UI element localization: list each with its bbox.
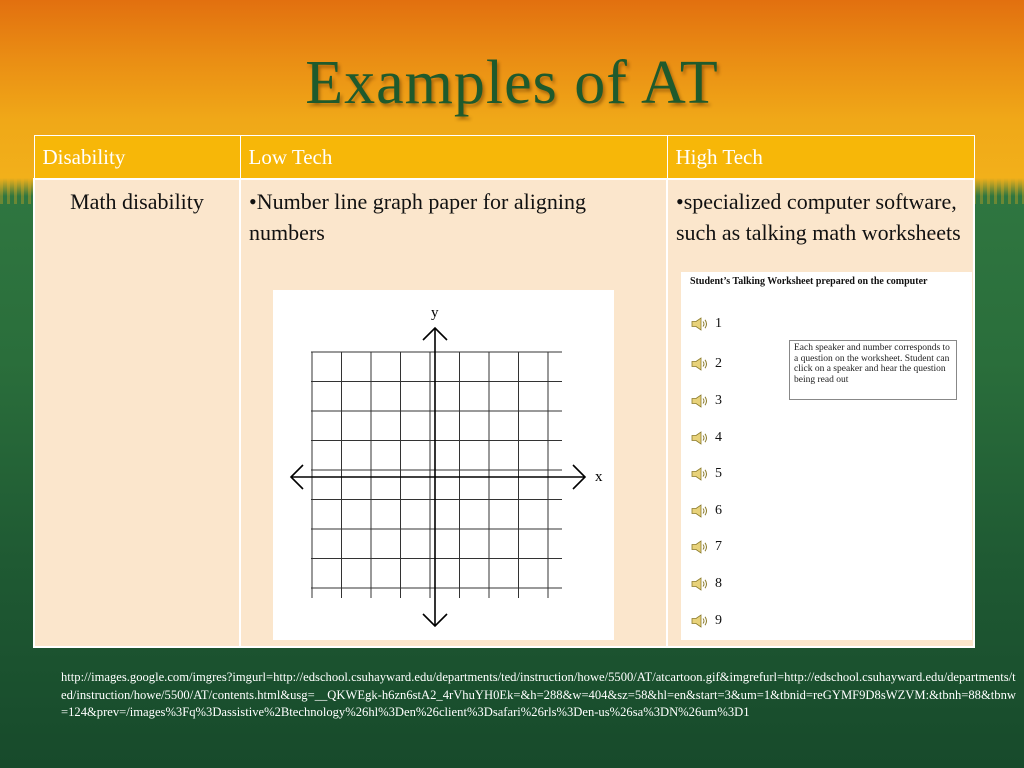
- slide-title: Examples of AT: [305, 49, 719, 117]
- cell-low-tech: •Number line graph paper for aligning numbers: [240, 179, 667, 647]
- source-url[interactable]: http://images.google.com/imgres?imgurl=http://edschool.csuhayward.edu/departments/ted/instruction/howe/5500/AT/atcartoon.gif&imgrefurl=http://edschool.csuhayward.edu/departments/ted/instruction/howe/5500/AT/contents.html&usg=__QKWEgk-h6zn6stA2_4rVhuYH0Ek=&h=288&w=404&sz=58&hl=en&start=3&um=1&tbnid=reGYMF9D8sWZVM:&tbnh=88&tbnw=124&prev=/images%3Fq%3Dassistive%2Btechnology%26hl%3Den%26client%3Dsafari%26rls%3Den-us%26sa%3DN%26um%3D1: [61, 670, 1016, 719]
- x-axis-label: x: [595, 469, 603, 485]
- worksheet-item[interactable]: [691, 354, 722, 374]
- worksheet-item[interactable]: [691, 574, 722, 594]
- worksheet-item-number: 5: [715, 466, 722, 481]
- worksheet-item-number: 7: [715, 539, 722, 554]
- y-axis-label: y: [431, 305, 439, 321]
- worksheet-item[interactable]: [691, 314, 722, 334]
- worksheet-item-number: 1: [715, 316, 722, 331]
- worksheet-item-number: 4: [715, 430, 722, 445]
- worksheet-item-number: 9: [715, 613, 722, 628]
- worksheet-item[interactable]: [691, 611, 722, 631]
- header-low-tech: Low Tech: [240, 136, 667, 180]
- worksheet-item[interactable]: [691, 501, 722, 521]
- header-disability: Disability: [34, 136, 240, 180]
- cell-high-tech: •specialized computer software, such as talking math worksheets: [667, 179, 974, 647]
- speaker-icon[interactable]: [691, 504, 709, 518]
- worksheet-title: Student’s Talking Worksheet prepared on the computer: [690, 276, 928, 287]
- worksheet-item[interactable]: [691, 391, 722, 411]
- worksheet-item[interactable]: [691, 537, 722, 557]
- speaker-icon[interactable]: [691, 357, 709, 371]
- speaker-icon[interactable]: [691, 317, 709, 331]
- worksheet-item[interactable]: [691, 428, 722, 448]
- talking-worksheet-image: [681, 272, 972, 640]
- speaker-icon[interactable]: [691, 577, 709, 591]
- worksheet-note: Each speaker and number corresponds to a question on the worksheet. Student can click on a speaker and hear the question being read out: [789, 340, 957, 400]
- header-high-tech: High Tech: [667, 136, 974, 180]
- worksheet-item-number: 2: [715, 356, 722, 371]
- worksheet-item[interactable]: [691, 464, 722, 484]
- coordinate-grid: [273, 290, 614, 640]
- cell-disability: Math disability: [34, 179, 240, 647]
- speaker-icon[interactable]: [691, 540, 709, 554]
- speaker-icon[interactable]: [691, 614, 709, 628]
- speaker-icon[interactable]: [691, 431, 709, 445]
- speaker-icon[interactable]: [691, 394, 709, 408]
- worksheet-item-number: 8: [715, 576, 722, 591]
- speaker-icon[interactable]: [691, 467, 709, 481]
- worksheet-item-number: 6: [715, 503, 722, 518]
- worksheet-item-number: 3: [715, 393, 722, 408]
- graph-paper-image: [273, 290, 614, 640]
- table-header-row: [34, 136, 974, 180]
